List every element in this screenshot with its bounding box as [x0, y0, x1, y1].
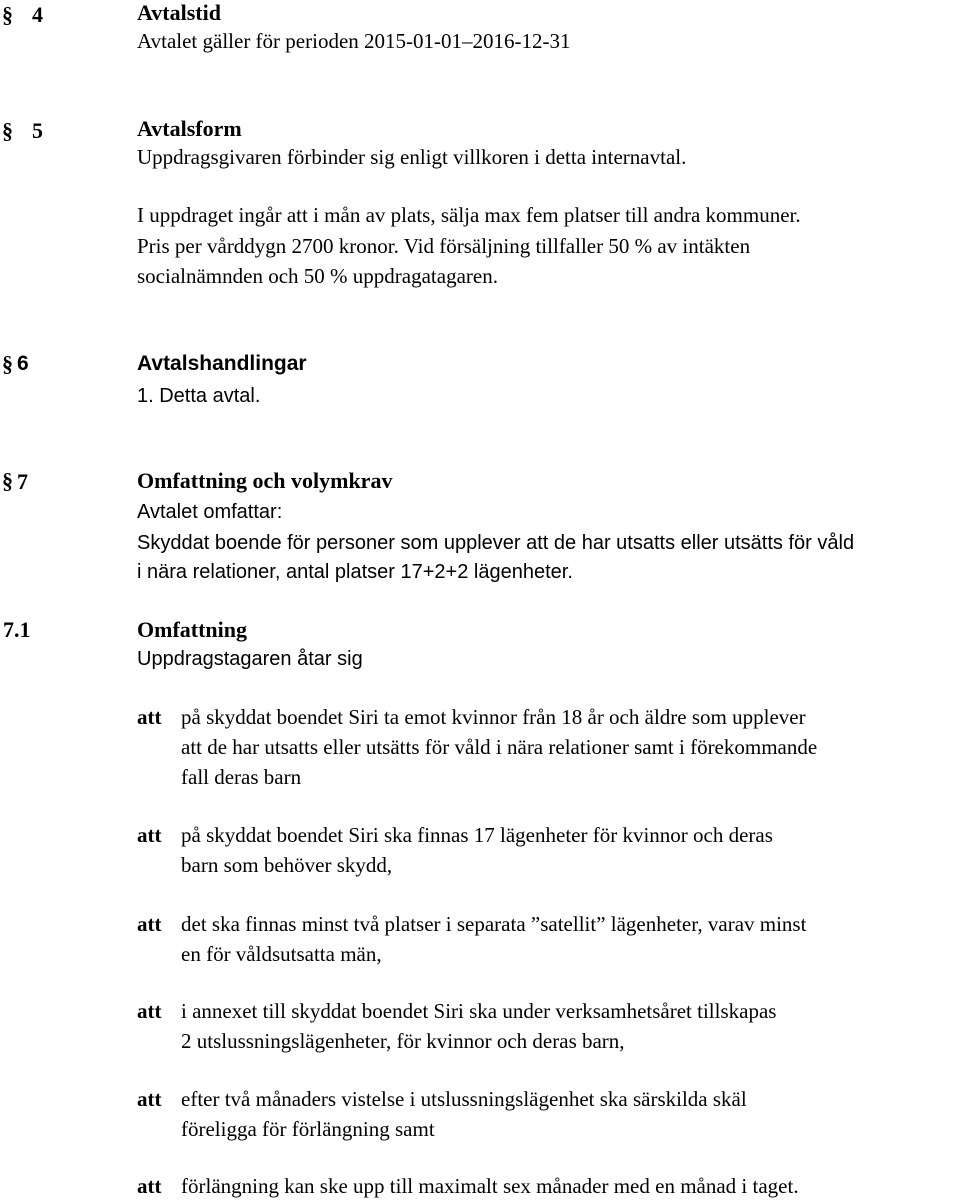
list-item-line: på skyddat boendet Siri ta emot kvinnor från 18 år och äldre som upplever: [181, 705, 806, 729]
list-item-line: fall deras barn: [181, 765, 302, 789]
list-item-line: att de har utsatts eller utsätts för våld i nära relationer samt i förekommande: [181, 735, 818, 759]
list-item-line: i annexet till skyddat boendet Siri ska under verksamhetsåret tillskapas: [181, 999, 777, 1023]
subsection-heading: Omfattning: [137, 617, 247, 642]
section-text-line: Avtalet gäller för perioden 2015-01-01–2016-12-31: [137, 29, 571, 53]
section-symbol: §: [2, 351, 13, 376]
section-heading: Avtalstid: [137, 0, 221, 25]
list-item-line: 2 utslussningslägenheter, för kvinnor och deras barn,: [181, 1029, 625, 1053]
section-text-line: Uppdragsgivaren förbinder sig enligt villkoren i detta internavtal.: [137, 145, 687, 169]
list-item-line: efter två månaders vistelse i utslussningslägenhet ska särskilda skäl: [181, 1087, 747, 1111]
section-text-line: Pris per vårddygn 2700 kronor. Vid försäljning tillfaller 50 % av intäkten: [137, 234, 751, 258]
section-text-line: Avtalet omfattar:: [137, 501, 283, 523]
list-item-line: på skyddat boendet Siri ska finnas 17 lägenheter för kvinnor och deras: [181, 823, 773, 847]
list-item-line: föreligga för förlängning samt: [181, 1117, 435, 1141]
section-symbol: §: [2, 118, 13, 143]
section-number: 7: [17, 469, 28, 494]
section-text-line: I uppdraget ingår att i mån av plats, sälja max fem platser till andra kommuner.: [137, 203, 801, 227]
section-heading: Avtalsform: [137, 116, 242, 141]
section-number: 5: [32, 118, 43, 143]
section-number: 6: [17, 352, 29, 375]
section-symbol: §: [2, 468, 13, 493]
list-item-prefix: att: [137, 1087, 162, 1111]
subsection-intro: Uppdragstagaren åtar sig: [137, 648, 363, 670]
list-item-prefix: att: [137, 1174, 162, 1198]
section-heading: Omfattning och volymkrav: [137, 468, 393, 493]
section-text-line: i nära relationer, antal platser 17+2+2 lägenheter.: [137, 561, 573, 583]
section-text-line: Skyddat boende för personer som upplever att de har utsatts eller utsätts för våld: [137, 532, 855, 554]
list-item-line: barn som behöver skydd,: [181, 853, 393, 877]
list-item-line: det ska finnas minst två platser i separata ”satellit” lägenheter, varav minst: [181, 912, 807, 936]
section-text-line: socialnämnden och 50 % uppdragatagaren.: [137, 264, 498, 288]
section-heading: Avtalshandlingar: [137, 352, 307, 375]
list-item-line: en för våldsutsatta män,: [181, 942, 382, 966]
list-item-prefix: att: [137, 999, 162, 1023]
list-item-prefix: att: [137, 705, 162, 729]
section-text-line: 1. Detta avtal.: [137, 385, 261, 407]
list-item-prefix: att: [137, 823, 162, 847]
list-item-prefix: att: [137, 912, 162, 936]
section-symbol: §: [2, 2, 13, 27]
list-item-line: förlängning kan ske upp till maximalt sex månader med en månad i taget.: [181, 1174, 799, 1198]
subsection-number: 7.1: [3, 617, 31, 642]
section-number: 4: [32, 2, 43, 27]
